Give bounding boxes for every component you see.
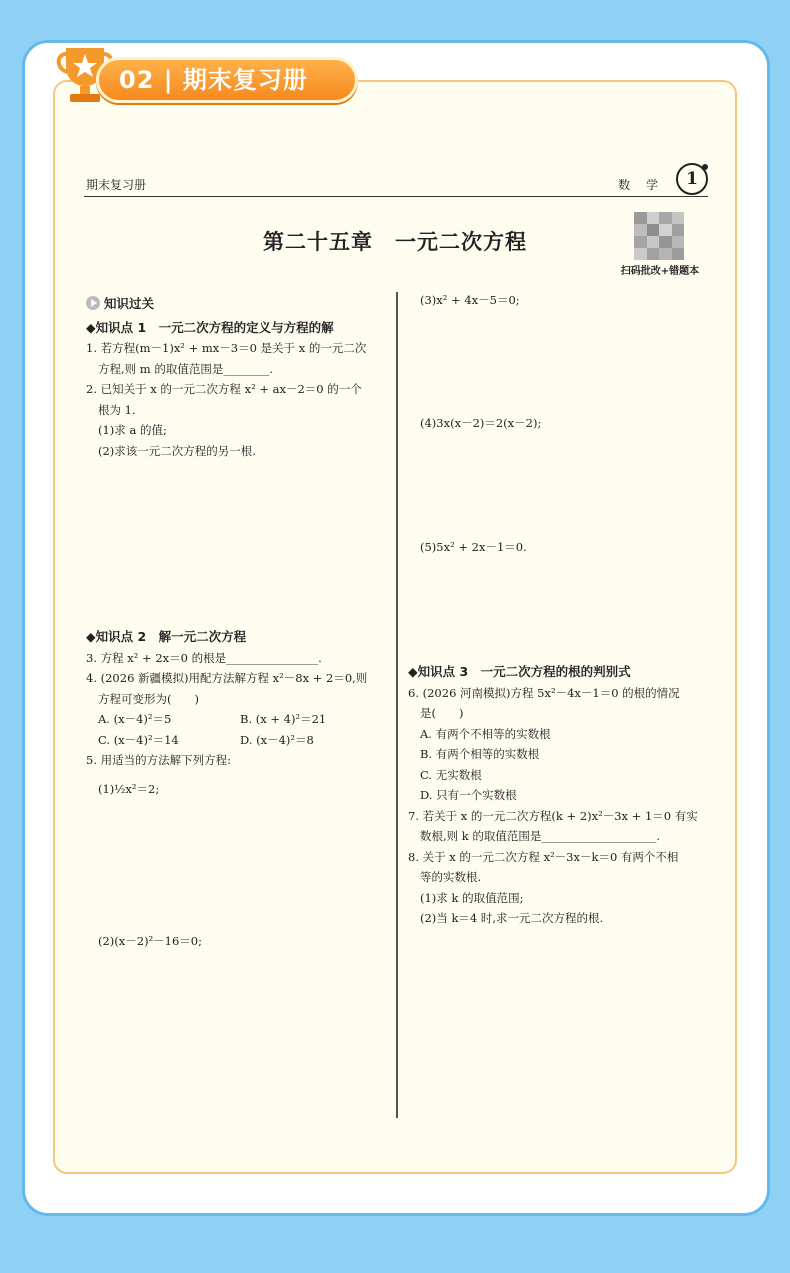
option-c: C. (x－4)²＝14 [98, 732, 179, 747]
left-column-bottom [98, 931, 388, 952]
header-book-title: 期末复习册 [86, 178, 147, 192]
question-7-line-1: 7. 若关于 x 的一元二次方程(k + 2)x²－3x + 1＝0 有实 [408, 808, 698, 823]
left-column [86, 294, 390, 461]
right-column-top [420, 290, 710, 311]
question-2-line-1: 2. 已知关于 x 的一元二次方程 x² + ax－2＝0 的一个 [86, 382, 362, 396]
section-heading-text: 知识过关 [104, 296, 155, 311]
left-column-lower [86, 627, 390, 799]
question-2-part-1: (1)求 a 的值; [98, 423, 167, 437]
column-divider [396, 292, 398, 1118]
play-circle-icon [86, 296, 100, 310]
question-4-line-2: 方程可变形为( ) [98, 691, 199, 706]
knowledge-point-3: ◆知识点 3 一元二次方程的根的判别式 [408, 664, 631, 679]
question-8-part-2: (2)当 k＝4 时,求一元二次方程的根. [420, 911, 604, 925]
right-column-mid2 [420, 537, 710, 558]
page-number: 1 [676, 163, 708, 195]
option-d: D. (x－4)²＝8 [240, 732, 314, 747]
question-4-options-cd [86, 730, 390, 751]
question-5-part-3: (3)x² + 4x－5＝0; [420, 293, 520, 307]
chapter-title: 第二十五章 一元二次方程 [263, 229, 527, 254]
right-column-mid [420, 413, 710, 434]
question-6-option-d: D. 只有一个实数根 [420, 788, 517, 802]
question-8-part-1: (1)求 k 的取值范围; [420, 890, 524, 905]
right-column-lower [408, 662, 712, 929]
question-6-option-b: B. 有两个相等的实数根 [420, 747, 540, 761]
question-4-line-1: 4. (2026 新疆模拟)用配方法解方程 x²－8x + 2＝0,则 [86, 671, 368, 685]
question-5-part-2: (2)(x－2)²－16＝0; [98, 934, 202, 948]
question-5-part-1: (1)½x²＝2; [98, 781, 160, 796]
question-2-part-2: (2)求该一元二次方程的另一根. [98, 443, 256, 458]
running-header [84, 174, 708, 197]
question-8-line-1: 8. 关于 x 的一元二次方程 x²－3x－k＝0 有两个不相 [408, 849, 679, 864]
page-dot-icon [702, 164, 708, 170]
option-b: B. (x + 4)²＝21 [240, 712, 327, 726]
section-heading [86, 294, 390, 315]
question-1-line-2: 方程,则 m 的取值范围是________. [98, 361, 274, 376]
section-banner: 02 | 期末复习册 [96, 57, 358, 103]
question-5-part-5: (5)5x² + 2x－1＝0. [420, 540, 527, 554]
question-5: 5. 用适当的方法解下列方程: [86, 753, 232, 767]
qr-code-icon[interactable] [634, 212, 684, 260]
header-subject: 数 学 [618, 178, 664, 192]
question-2-line-2: 根为 1. [98, 402, 136, 417]
question-7-line-2: 数根,则 k 的取值范围是____________________. [420, 829, 661, 843]
question-6-line-2: 是( ) [420, 706, 464, 720]
question-8-line-2: 等的实数根. [420, 870, 482, 884]
option-a: A. (x－4)²＝5 [98, 712, 172, 726]
question-1-line-1: 1. 若方程(m－1)x² + mx－3＝0 是关于 x 的一元二次 [86, 341, 367, 355]
question-5-part-4: (4)3x(x－2)＝2(x－2); [420, 416, 542, 430]
question-4-options-ab [86, 709, 390, 730]
question-3: 3. 方程 x² + 2x＝0 的根是________________. [86, 650, 322, 665]
question-6-option-a: A. 有两个不相等的实数根 [420, 726, 551, 741]
qr-caption: 扫码批改+错题本 [620, 266, 700, 277]
question-6-line-1: 6. (2026 河南模拟)方程 5x²－4x－1＝0 的根的情况 [408, 685, 680, 700]
knowledge-point-1: ◆知识点 1 一元二次方程的定义与方程的解 [86, 319, 334, 335]
question-6-option-c: C. 无实数根 [420, 767, 482, 782]
knowledge-point-2: ◆知识点 2 解一元二次方程 [86, 629, 247, 644]
